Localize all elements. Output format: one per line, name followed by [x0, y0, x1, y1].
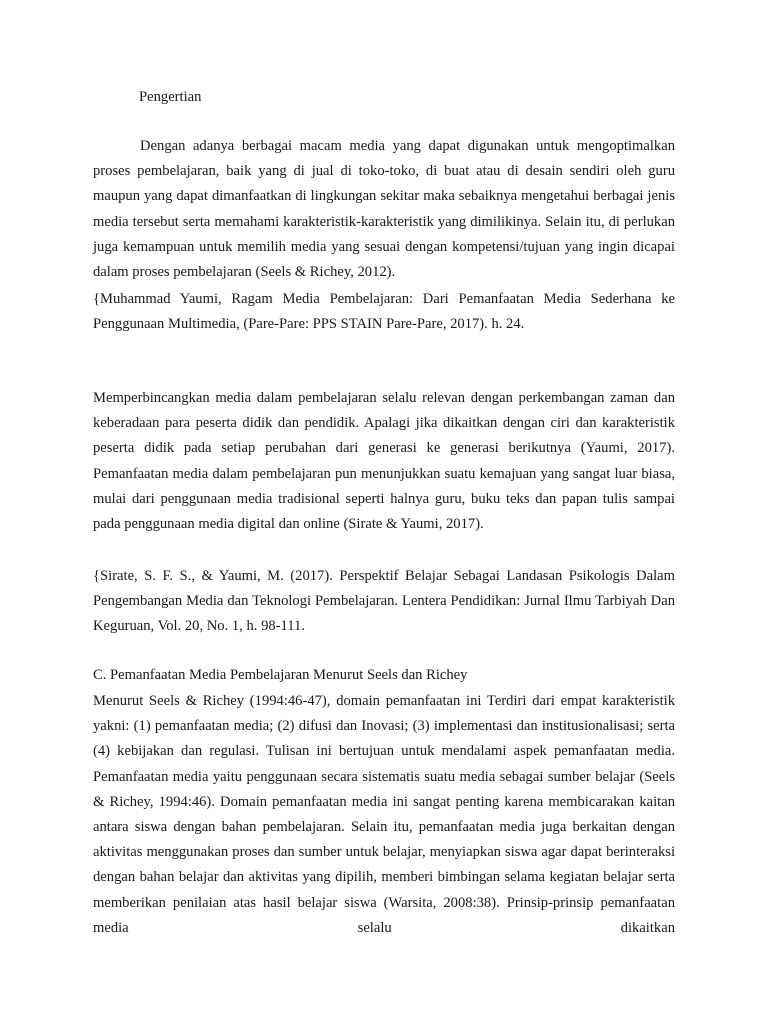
- citation-2: {Sirate, S. F. S., & Yaumi, M. (2017). Perspektif Belajar Sebagai Landasan Psikologis Dalam Pengembangan Media dan Teknologi Pembelajaran. Lentera Pendidikan: Jurnal Ilmu Tarbiyah Dan Keguruan, Vol. 20, No. 1, h. 98-111.: [93, 568, 675, 635]
- heading-pengertian: Pengertian: [139, 89, 202, 105]
- paragraph-3: Menurut Seels & Richey (1994:46-47), domain pemanfaatan ini Terdiri dari empat karakteristik yakni: (1) pemanfaatan media; (2) difusi dan Inovasi; (3) implementasi dan institusionalisasi; serta (4) kebijakan dan regulasi. Tulisan ini bertujuan untuk mendalami aspek pemanfaatan media. Pemanfaatan media yaitu penggunaan secara sistematis suatu media sebagai sumber belajar (Seels & Richey, 1994:46). Domain pemanfaatan media ini sangat penting karena membicarakan kaitan antara siswa dengan bahan pembelajaran. Selain itu, pemanfaatan media juga berkaitan dengan aktivitas menggunakan proses dan sumber untuk belajar, menyiapkan siswa agar dapat berinteraksi dengan bahan belajar dan aktivitas yang dipilih, memberi bimbingan selama kegiatan belajar serta memberikan penilaian atas hasil belajar siswa (Warsita, 2008:38). Prinsip-prinsip pemanfaatan media selalu dikaitkan: [93, 693, 675, 936]
- paragraph-2: Memperbincangkan media dalam pembelajaran selalu relevan dengan perkembangan zaman dan keberadaan para peserta didik dan pendidik. Apalagi jika dikaitkan dengan ciri dan karakteristik peserta didik pada setiap perubahan dari generasi ke generasi berikutnya (Yaumi, 2017). Pemanfaatan media dalam pembelajaran pun menunjukkan suatu kemajuan yang sangat luar biasa, mulai dari penggunaan media tradisional seperti halnya guru, buku teks dan papan tulis sampai pada penggunaan media digital dan online (Sirate & Yaumi, 2017).: [93, 390, 675, 533]
- paragraph-1: Dengan adanya berbagai macam media yang dapat digunakan untuk mengoptimalkan proses pembelajaran, baik yang di jual di toko-toko, di buat atau di desain sendiri oleh guru maupun yang dapat dimanfaatkan di lingkungan sekitar maka sebaiknya mengetahui berbagai jenis media tersebut serta memahami karakteristik-karakteristik yang dimilikinya. Selain itu, di perlukan juga kemampuan untuk memilih media yang sesuai dengan kompetensi/tujuan yang ingin dicapai dalam proses pembelajaran (Seels & Richey, 2012).: [93, 138, 675, 281]
- section-c-title: C. Pemanfaatan Media Pembelajaran Menurut Seels dan Richey: [93, 667, 468, 683]
- citation-1: {Muhammad Yaumi, Ragam Media Pembelajaran: Dari Pemanfaatan Media Sederhana ke Penggunaan Multimedia, (Pare-Pare: PPS STAIN Pare-Pare, 2017). h. 24.: [93, 291, 675, 333]
